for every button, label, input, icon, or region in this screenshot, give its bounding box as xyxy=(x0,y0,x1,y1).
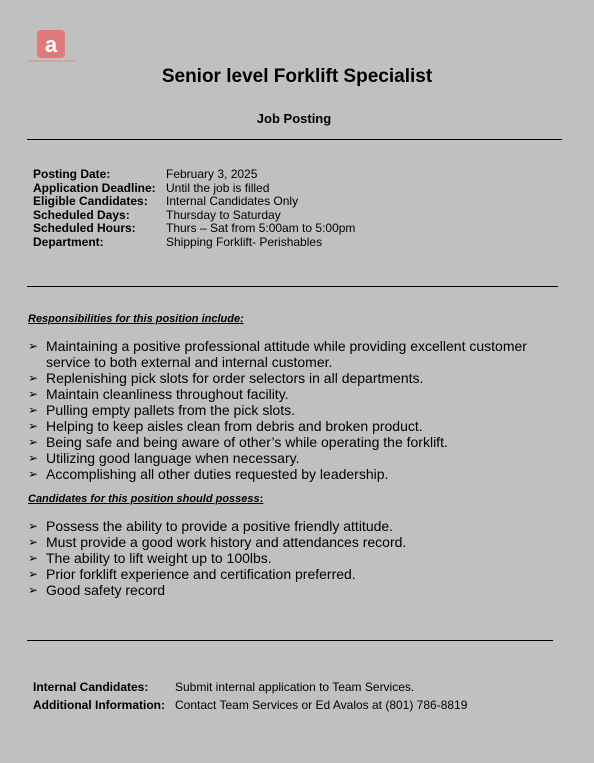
company-logo-icon xyxy=(37,30,65,58)
arrowhead-bullet-icon: ➢ xyxy=(28,583,39,597)
contact-row xyxy=(33,678,467,696)
page-title: Senior level Forklift Specialist xyxy=(161,66,433,87)
detail-value: February 3, 2025 xyxy=(166,167,258,181)
contact-value: Submit internal application to Team Services. xyxy=(175,680,415,694)
arrowhead-bullet-icon: ➢ xyxy=(28,339,39,353)
contact-label: Additional Information: xyxy=(33,698,165,712)
page-subtitle: Job Posting xyxy=(256,111,332,126)
qualifications-heading: Candidates for this position should possess: xyxy=(28,493,264,505)
detail-row xyxy=(33,209,355,223)
qualifications-list xyxy=(28,518,568,598)
arrowhead-bullet-icon: ➢ xyxy=(28,519,39,533)
arrowhead-bullet-icon: ➢ xyxy=(28,551,39,565)
list-item: ➢ Possess the ability to provide a positive friendly attitude. xyxy=(28,518,394,534)
list-item: ➢ Prior forklift experience and certification preferred. xyxy=(28,566,356,582)
divider xyxy=(27,139,562,140)
detail-value: Shipping Forklift- Perishables xyxy=(166,234,323,249)
contact-label: Internal Candidates: xyxy=(33,680,149,694)
list-item: ➢ The ability to lift weight up to 100lbs. xyxy=(28,550,272,566)
detail-row xyxy=(33,222,355,236)
list-item: ➢ Maintain cleanliness throughout facility. xyxy=(28,386,289,402)
detail-label: Eligible Candidates: xyxy=(33,194,148,209)
list-item: ➢ Good safety record xyxy=(28,582,166,598)
detail-value: Until the job is filled xyxy=(166,180,270,195)
list-item: ➢ Being safe and being aware of other’s while operating the forklift. xyxy=(28,434,448,450)
detail-label: Department: xyxy=(33,234,104,249)
list-item: ➢ Replenishing pick slots for order selectors in all departments. xyxy=(28,370,424,386)
responsibilities-list xyxy=(28,338,568,482)
detail-label: Application Deadline: xyxy=(33,180,156,195)
detail-row xyxy=(33,182,355,196)
list-item: ➢ Helping to keep aisles clean from debris and broken product. xyxy=(28,418,423,434)
detail-value: Thursday to Saturday xyxy=(166,207,281,222)
list-item: ➢ Utilizing good language when necessary. xyxy=(28,450,300,466)
divider xyxy=(27,640,553,641)
detail-label: Scheduled Hours: xyxy=(33,221,136,236)
logo-caption xyxy=(27,60,75,62)
divider xyxy=(27,286,558,287)
contact-row xyxy=(33,696,467,714)
detail-value: Thurs – Sat from 5:00am to 5:00pm xyxy=(166,221,356,236)
detail-row xyxy=(33,195,355,209)
svg-text:a: a xyxy=(44,32,58,57)
detail-label: Posting Date: xyxy=(33,167,111,181)
responsibilities-heading: Responsibilities for this position include: xyxy=(28,313,244,325)
contact-value: Contact Team Services or Ed Avalos at (801) 786-8819 xyxy=(175,698,468,712)
detail-row xyxy=(33,168,355,182)
list-item: ➢ Pulling empty pallets from the pick slots. xyxy=(28,402,295,418)
arrowhead-bullet-icon: ➢ xyxy=(28,387,39,401)
arrowhead-bullet-icon: ➢ xyxy=(28,371,39,385)
arrowhead-bullet-icon: ➢ xyxy=(28,567,39,581)
job-details xyxy=(33,168,355,250)
arrowhead-bullet-icon: ➢ xyxy=(28,435,39,449)
arrowhead-bullet-icon: ➢ xyxy=(28,535,39,549)
arrowhead-bullet-icon: ➢ xyxy=(28,467,39,481)
list-item: ➢ Accomplishing all other duties requested by leadership. xyxy=(28,466,389,482)
contact-info xyxy=(33,678,467,714)
list-item: ➢ Must provide a good work history and attendances record. xyxy=(28,534,407,550)
detail-value: Internal Candidates Only xyxy=(166,194,299,209)
detail-label: Scheduled Days: xyxy=(33,207,130,222)
arrowhead-bullet-icon: ➢ xyxy=(28,451,39,465)
list-item: ➢ Maintaining a positive professional attitude while providing excellent customer service to both external and internal customer. xyxy=(28,338,527,370)
arrowhead-bullet-icon: ➢ xyxy=(28,419,39,433)
detail-row xyxy=(33,236,355,250)
arrowhead-bullet-icon: ➢ xyxy=(28,403,39,417)
